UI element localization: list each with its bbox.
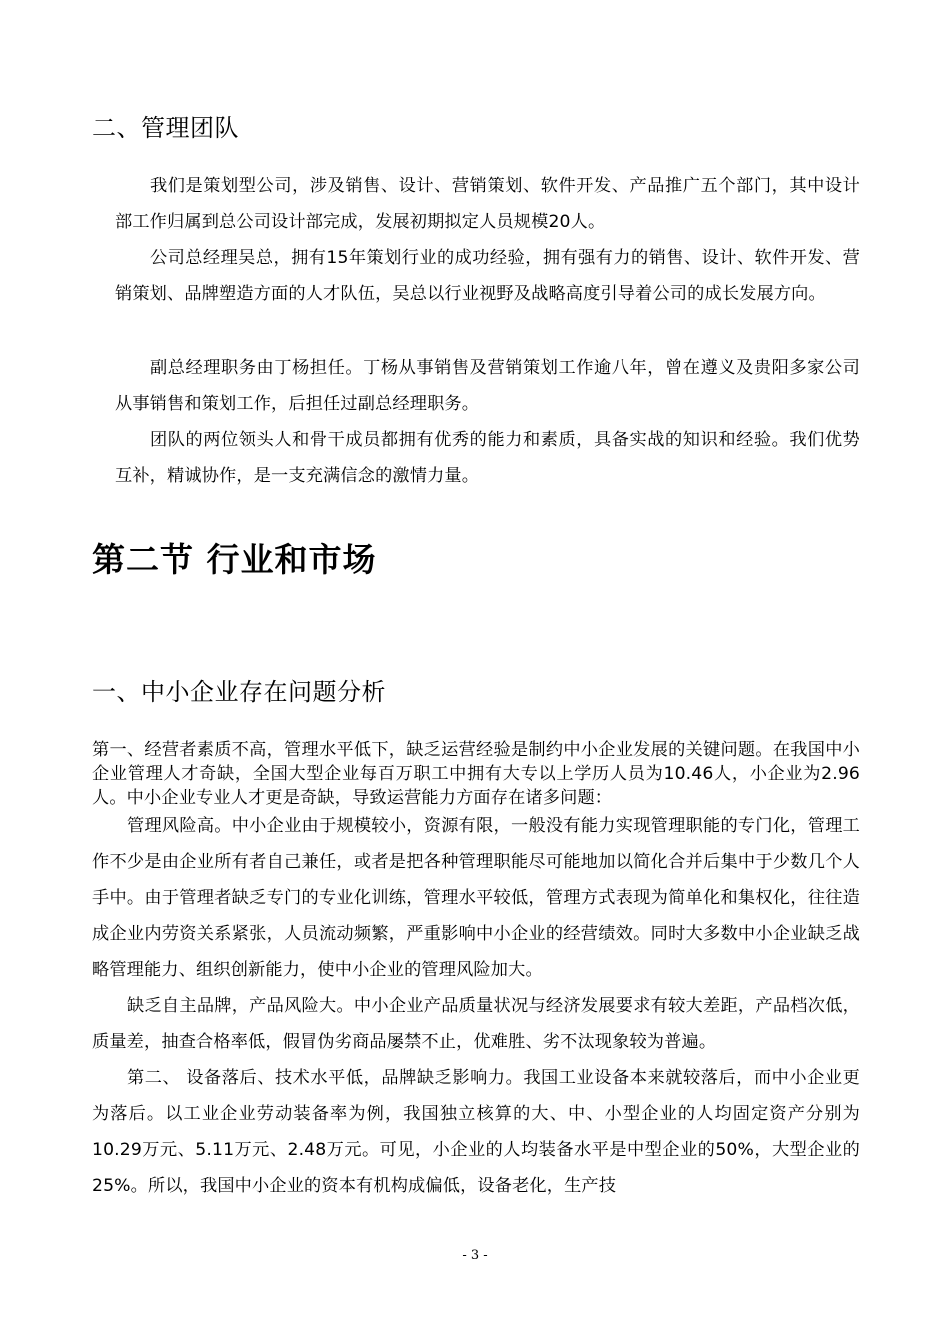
- section-title: 第二节 行业和市场: [92, 540, 377, 579]
- paragraph: 管理风险高。中小企业由于规模较小，资源有限，一般没有能力实现管理职能的专门化，管理工作不少是由企业所有者自己兼任，或者是把各种管理职能尽可能地加以简化合并后集中于少数几个人手中。由于管理者缺乏专门的专业化训练，管理水平较低，管理方式表现为简单化和集权化，往往造成企业内劳资关系紧张，人员流动频繁，严重影响中小企业的经营绩效。同时大多数中小企业缺乏战略管理能力、组织创新能力，使中小企业的管理风险加大。: [92, 816, 860, 980]
- paragraph: 缺乏自主品牌，产品风险大。中小企业产品质量状况与经济发展要求有较大差距，产品档次低，质量差，抽查合格率低，假冒伪劣商品屡禁不止，优难胜、劣不汰现象较为普遍。: [92, 996, 860, 1052]
- section-heading-problems: 一、中小企业存在问题分析: [92, 678, 386, 706]
- paragraph: 团队的两位领头人和骨干成员都拥有优秀的能力和素质，具备实战的知识和经验。我们优势互补，精诚协作，是一支充满信念的激情力量。: [115, 430, 860, 486]
- paragraph: 第二、 设备落后、技术水平低，品牌缺乏影响力。我国工业设备本来就较落后，而中小企业更为落后。以工业企业劳动装备率为例，我国独立核算的大、中、小型企业的人均固定资产分别为10.29万元、5.11万元、2.48万元。可见，小企业的人均装备水平是中型企业的50%，大型企业的25%。所以，我国中小企业的资本有机构成偏低，设备老化，生产技: [92, 1068, 860, 1196]
- section-heading-management: 二、管理团队: [92, 114, 239, 142]
- paragraph: 我们是策划型公司，涉及销售、设计、营销策划、软件开发、产品推广五个部门，其中设计部工作归属到总公司设计部完成，发展初期拟定人员规模20人。: [115, 176, 860, 232]
- page-number: - 3 -: [462, 1248, 488, 1263]
- paragraph: 副总经理职务由丁杨担任。丁杨从事销售及营销策划工作逾八年，曾在遵义及贵阳多家公司从事销售和策划工作，后担任过副总经理职务。: [115, 358, 860, 414]
- paragraph-intro: 第一、经营者素质不高，管理水平低下，缺乏运营经验是制约中小企业发展的关键问题。在我国中小企业管理人才奇缺，全国大型企业每百万职工中拥有大专以上学历人员为10.46人，小企业为2.96 人。中小企业专业人才更是奇缺，导致运营能力方面存在诸多问题：: [92, 740, 860, 808]
- paragraph: 公司总经理吴总，拥有15年策划行业的成功经验，拥有强有力的销售、设计、软件开发、营销策划、品牌塑造方面的人才队伍，吴总以行业视野及战略高度引导着公司的成长发展方向。: [115, 248, 860, 304]
